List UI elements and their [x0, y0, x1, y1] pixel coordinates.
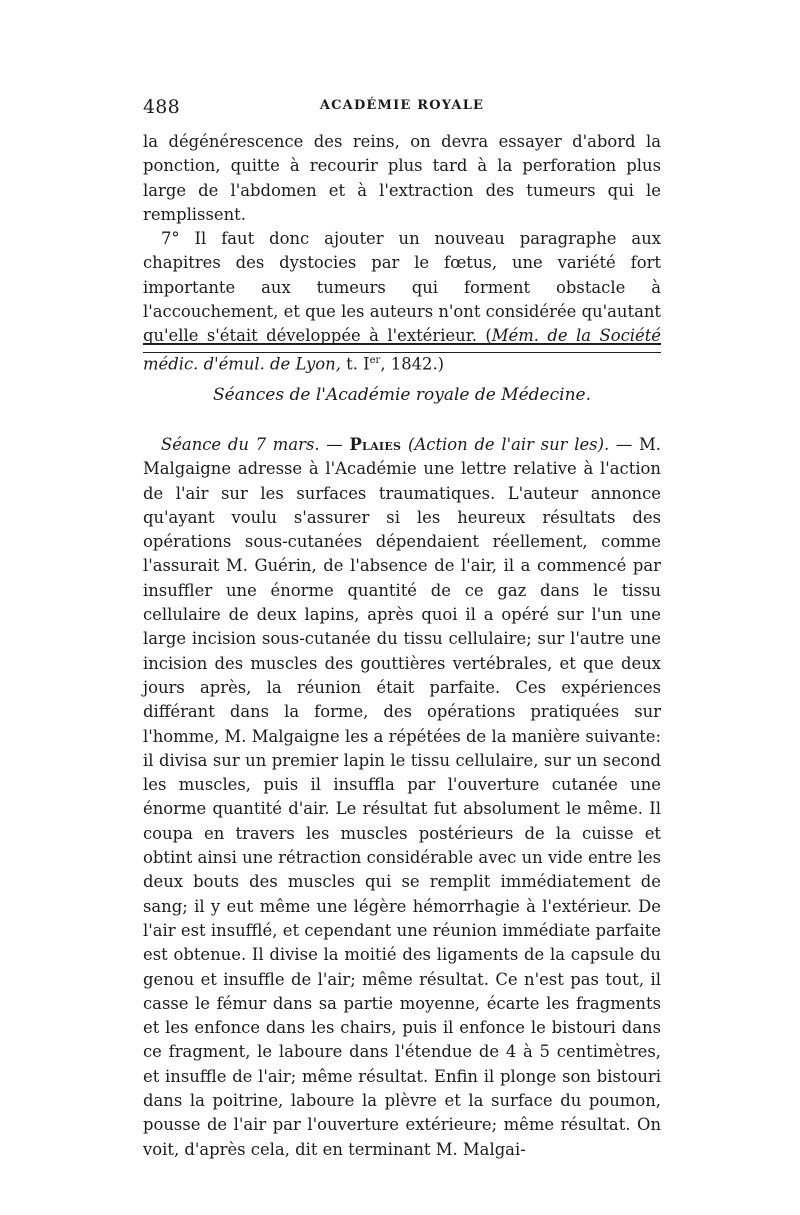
- dash: —: [319, 435, 350, 454]
- page-header: [143, 96, 661, 126]
- paragraph-continuation: la dégénérescence des reins, on devra essayer d'abord la ponction, quitte à recourir plus tard à la perforation plus large de l'abdomen et à l'extraction des tumeurs qui le remplissent.: [143, 132, 661, 224]
- reference-tail: t. I: [340, 354, 370, 374]
- session-report: [143, 433, 661, 1162]
- seance-date: Séance du 7 mars.: [161, 435, 320, 454]
- reference-superscript: er: [369, 354, 381, 366]
- continuation-text: [143, 130, 661, 376]
- topic-subheading: (Action de l'air sur les).: [408, 435, 610, 454]
- seance-body: — M. Malgaigne adresse à l'Académie une lettre relative à l'action de l'air sur les surfaces traumatiques. L'auteur annonce qu'ayant voulu s'assurer si les heureux résultats des opérations sous-cutanées dépendaient réellement, comme l'assurait M. Guérin, de l'absence de l'air, il a commencé par insuffler une énorme quantité de ce gaz dans le tissu cellulaire de deux lapins, après quoi il a opéré sur l'un une large incision sous-cutanée du tissu cellulaire; sur l'autre une incision des muscles des gouttières vertébrales, et que deux jours après, la réunion était parfaite. Ces expériences différant dans la forme, des opérations pratiquées sur l'homme, M. Malgaigne les a répétées de la manière suivante: il divisa sur un premier lapin le tissu cellulaire, sur un second les muscles, puis il insuffla par l'ouverture cutanée une énorme quantité d'air. Le résultat fut absolument le même. Il coupa en travers les muscles postérieurs de la cuisse et obtint ainsi une rétraction considérable avec un vide entre les deux bouts des muscles qui se remplit immédiatement de sang; il y eut même une légère hémorrhagie à l'extérieur. De l'air est insufflé, et cependant une réunion immédiate parfaite est obtenue. Il divise la moitié des ligaments de la capsule du genou et insuffle de l'air; même résultat. Ce n'est pas tout, il casse le fémur dans sa partie moyenne, écarte les fragments et les enfonce dans les chairs, puis il enfonce le bistouri dans ce fragment, le laboure dans l'étendue de 4 à 5 centimètres, et insuffle de l'air; même résultat. Enfin il plonge son bistouri dans la poitrine, laboure la plèvre et la surface du poumon, pousse de l'air par l'ouverture extérieure; même résultat. On voit, d'après cela, dit en terminant M. Malgai-: [143, 435, 662, 1159]
- page-number: 488: [143, 96, 180, 118]
- running-head: ACADÉMIE ROYALE: [319, 98, 485, 113]
- section-title: Séances de l'Académie royale de Médecine.: [213, 385, 591, 405]
- paragraph-seance: [143, 433, 661, 1162]
- section-divider: [143, 343, 661, 353]
- reference-end: , 1842.): [380, 354, 445, 374]
- paragraph-point-7: [143, 227, 661, 376]
- topic-heading: Plaies: [349, 435, 402, 454]
- reference-italic: Mém. de la Société médic. d'émul. de Lyon,: [143, 326, 661, 374]
- point-7-text: 7° Il faut donc ajouter un nouveau paragraphe aux chapitres des dystocies par le fœtus, une variété fort importante aux tumeurs qui forment obstacle à l'accouchement, et que les auteurs n'ont considérée qu'autant qu'elle s'était développée à l'extérieur. (: [143, 229, 661, 346]
